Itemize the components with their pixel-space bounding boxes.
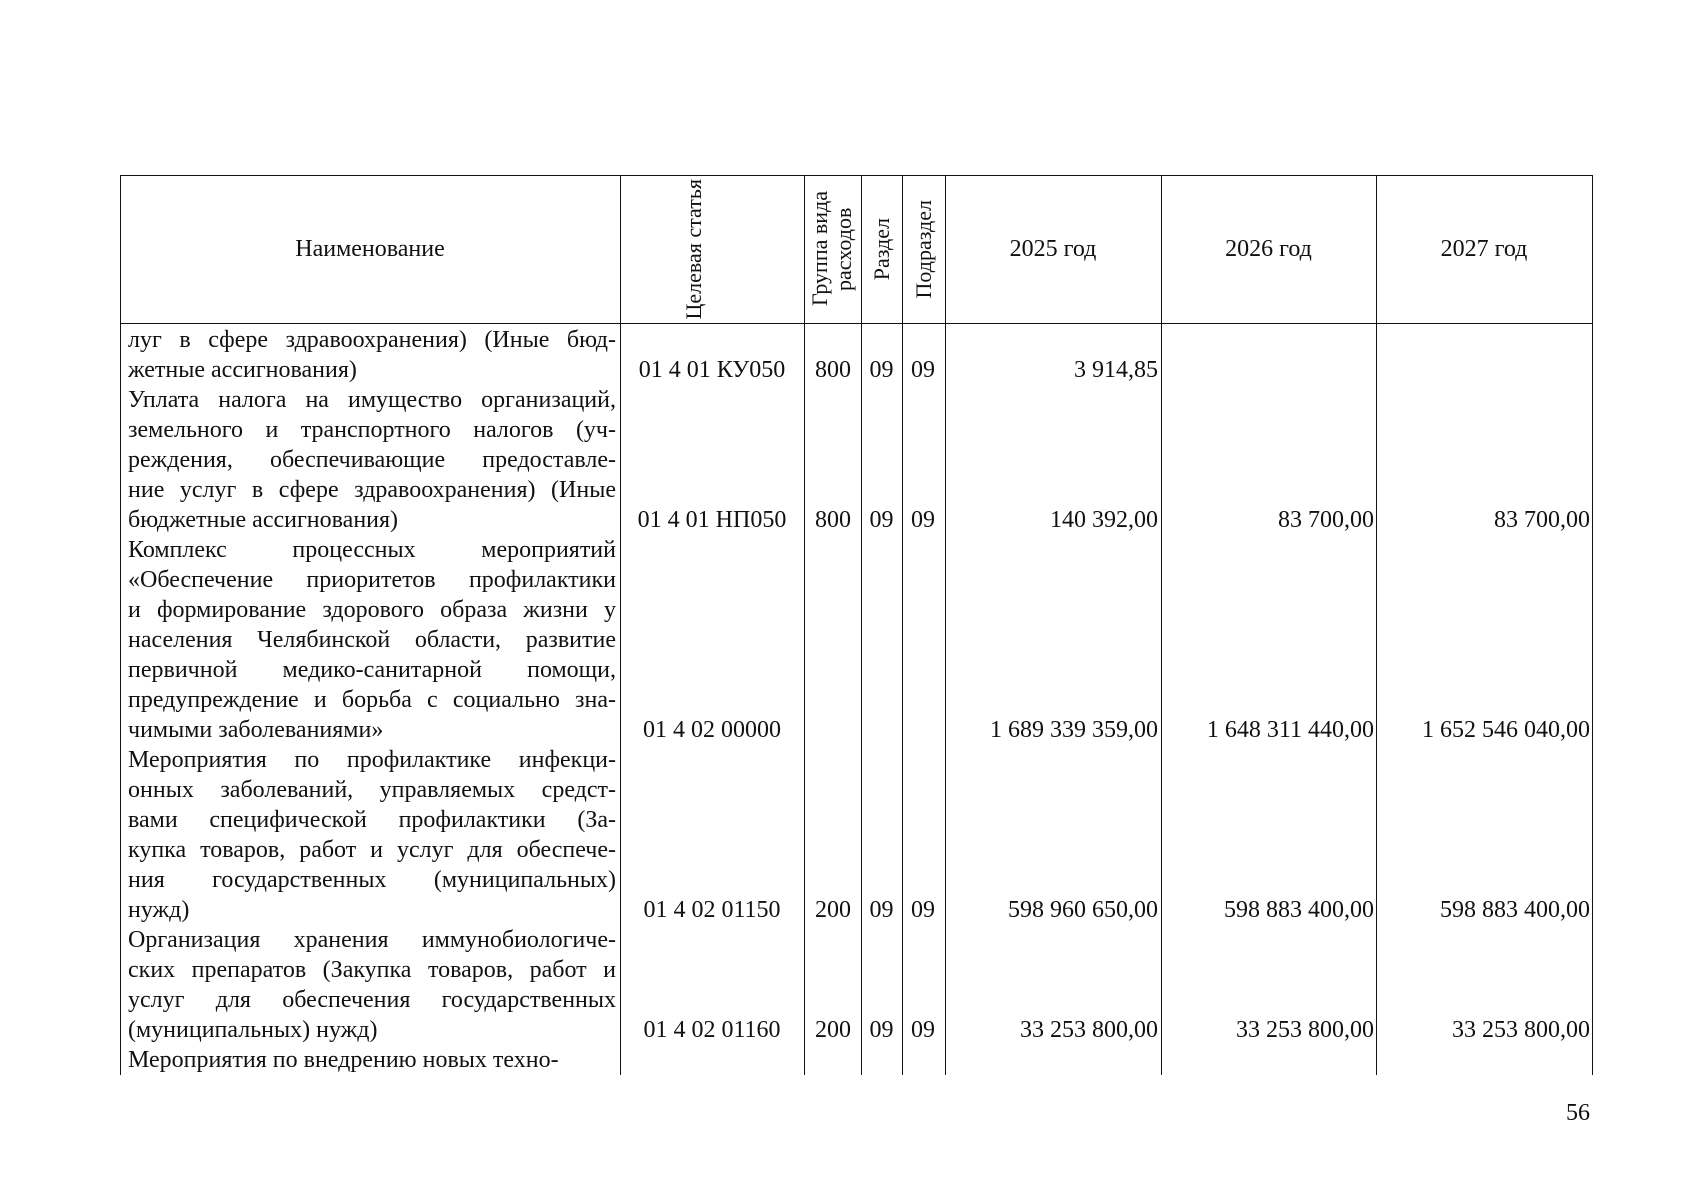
row-name-line: предупреждение и борьба с социально зна- [128, 687, 616, 713]
row-code: 01 4 02 01150 [643, 897, 781, 923]
row-value-2027: 83 700,00 [1494, 507, 1590, 533]
row-value-2027: 1 652 546 040,00 [1422, 717, 1590, 743]
row-code: 01 4 01 НП050 [637, 507, 787, 533]
row-value-2025: 33 253 800,00 [1020, 1017, 1158, 1043]
row-name [128, 745, 616, 925]
row-subsection: 09 [911, 357, 935, 383]
row-name-line: Мероприятия по профилактике инфекци- [128, 747, 616, 773]
row-code: 01 4 01 КУ050 [638, 357, 786, 383]
header-group-text: Группа вида расходов [806, 191, 856, 307]
row-name [128, 535, 616, 745]
row-section: 09 [869, 357, 894, 383]
row-name-line: населения Челябинской области, развитие [128, 627, 616, 653]
row-name-line: «Обеспечение приоритетов профилактики [128, 567, 616, 593]
row-value-2026: 83 700,00 [1278, 507, 1374, 533]
row-group: 200 [815, 1017, 851, 1043]
row-name [128, 385, 616, 535]
row-name-line: нужд) [128, 897, 190, 923]
header-subsection [902, 177, 945, 321]
row-value-2025: 3 914,85 [1074, 357, 1158, 383]
row-value-2025: 140 392,00 [1050, 507, 1158, 533]
row-name-line: Организация хранения иммунобиологиче- [128, 927, 616, 953]
row-code: 01 4 02 01160 [643, 1017, 781, 1043]
row-name-line: жетные ассигнования) [128, 357, 357, 383]
row-value-2026: 1 648 311 440,00 [1206, 717, 1374, 743]
row-name-line: чимыми заболеваниями» [128, 717, 384, 743]
row-name-line: луг в сфере здравоохранения) (Иные бюд- [128, 327, 616, 353]
row-name-line: реждения, обеспечивающие предоставле- [128, 447, 616, 473]
row-name-line: ских препаратов (Закупка товаров, работ и [128, 957, 616, 983]
row-name-line: ния государственных (муниципальных) [128, 867, 616, 893]
table-border-top [120, 175, 1592, 176]
row-name-line: бюджетные ассигнования) [128, 507, 399, 533]
row-name-line: вами специфической профилактики (За- [128, 807, 616, 833]
row-code: 01 4 02 00000 [643, 717, 781, 743]
header-name: Наименование [295, 235, 445, 262]
row-name-line: Уплата налога на имущество организаций, [128, 387, 616, 413]
header-bottom-border [120, 323, 1592, 324]
row-name-line: ние услуг в сфере здравоохранения) (Иные [128, 477, 616, 503]
header-group [804, 177, 861, 321]
row-section: 09 [869, 897, 894, 923]
header-code [620, 177, 804, 321]
row-name [128, 925, 616, 1045]
row-section: 09 [869, 507, 894, 533]
row-name-line: и формирование здорового образа жизни у [128, 597, 616, 623]
row-name-line: Комплекс процессных мероприятий [128, 537, 616, 563]
row-subsection: 09 [911, 507, 935, 533]
row-section: 09 [869, 1017, 894, 1043]
row-name [128, 1045, 616, 1075]
row-name-line: Мероприятия по внедрению новых техно- [128, 1047, 559, 1073]
row-name-line: услуг для обеспечения государственных [128, 987, 616, 1013]
header-2025: 2025 год [1009, 235, 1097, 262]
row-name-line: онных заболеваний, управляемых средст- [128, 777, 616, 803]
row-value-2026: 598 883 400,00 [1224, 897, 1374, 923]
row-value-2026: 33 253 800,00 [1236, 1017, 1374, 1043]
page-number: 56 [1566, 1100, 1590, 1126]
budget-table [120, 175, 1592, 1075]
header-2026: 2026 год [1225, 235, 1312, 262]
row-value-2027: 598 883 400,00 [1440, 897, 1590, 923]
row-name [128, 325, 616, 385]
row-group: 800 [815, 357, 851, 383]
row-subsection: 09 [911, 1017, 935, 1043]
header-2027: 2027 год [1440, 235, 1528, 262]
header-section [861, 177, 902, 321]
row-group: 800 [815, 507, 851, 533]
header-code-text: Целевая статья [681, 178, 706, 320]
row-value-2025: 598 960 650,00 [1008, 897, 1158, 923]
header-section-text: Раздел [868, 217, 894, 281]
row-value-2027: 33 253 800,00 [1452, 1017, 1590, 1043]
row-name-line: земельного и транспортного налогов (уч- [128, 417, 616, 443]
row-value-2025: 1 689 339 359,00 [990, 717, 1158, 743]
table-border-right [1592, 175, 1593, 1075]
row-name-line: (муниципальных) нужд) [128, 1017, 378, 1043]
row-group: 200 [815, 897, 851, 923]
row-name-line: первичной медико-санитарной помощи, [128, 657, 616, 683]
header-subsection-text: Подраздел [910, 199, 936, 299]
row-name-line: купка товаров, работ и услуг для обеспече- [128, 837, 616, 863]
row-subsection: 09 [911, 897, 935, 923]
